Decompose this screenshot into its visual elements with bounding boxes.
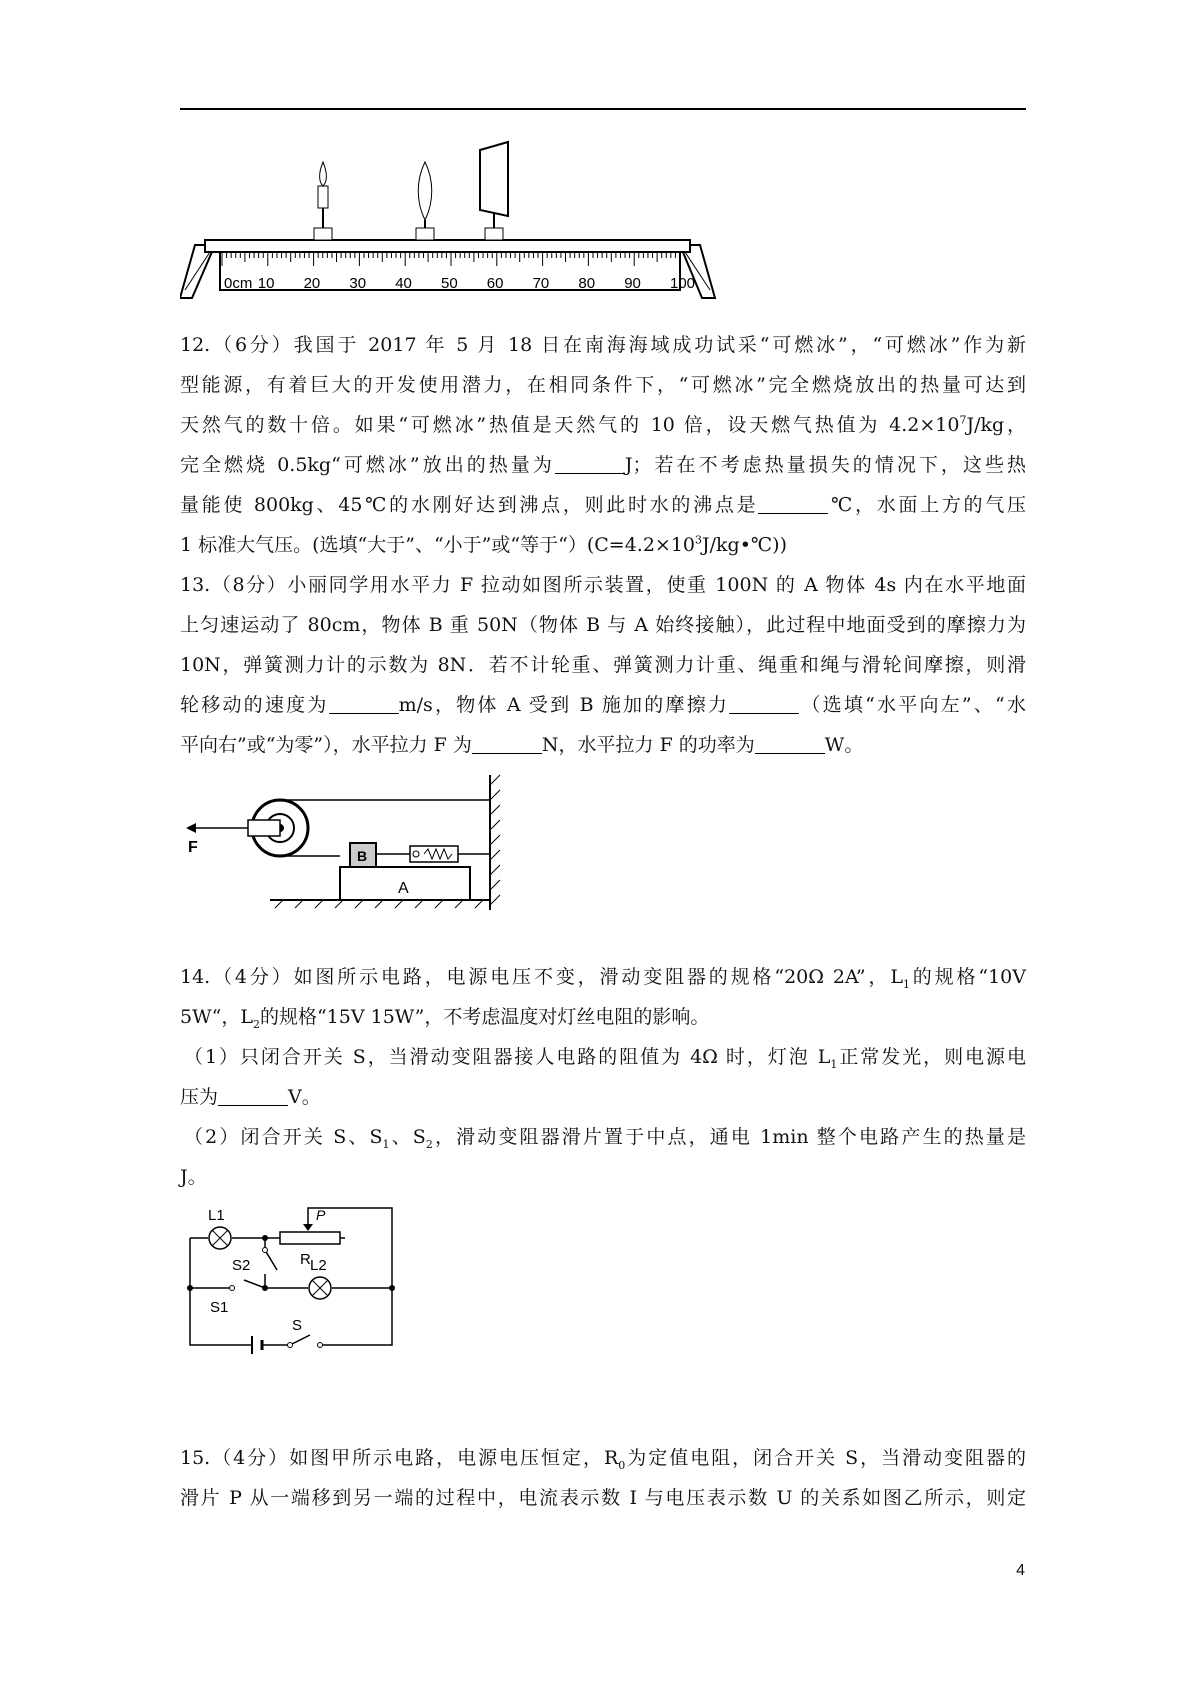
ruler-tick-label: 90	[624, 275, 641, 292]
block-b-label: B	[357, 848, 368, 864]
q14-part-1-line-2: 压为 V。	[180, 1086, 321, 1108]
q13-line-1: 13.（8分）小丽同学用水平力 F 拉动如图所示装置，使重 100N 的 A 物体 4s 内在水平地面	[180, 574, 1026, 596]
label-l1: L1	[208, 1207, 225, 1224]
ruler-tick-label: 20	[303, 275, 321, 292]
optical-bench-figure	[180, 140, 740, 305]
ruler-tick-label: 10	[257, 275, 275, 292]
q14-part-2-line-2: J。	[180, 1166, 207, 1188]
q12-line-6: 1 标准大气压。(选填“大于”、“小于”或“等于“）$(C=4.2\times 10^3J/kg•℃)$)	[180, 533, 787, 556]
answer-blank	[555, 455, 625, 474]
q15-line-1: 15.（4分）如图甲所示电路，电源电压恒定，$R_0$为定值电阻，闭合开关 S，当滑动变阻器的	[180, 1447, 1026, 1472]
q12-line-4: 完全燃烧 0.5kg“可燃冰”放出的热量为 J；若在不考虑热量损失的情况下，这些热	[180, 454, 1027, 476]
q12-line-2: 型能源，有着巨大的开发使用潜力，在相同条件下，“可燃冰”完全燃烧放出的热量可达到	[180, 374, 1026, 396]
q12-line-3: 天然气的数十倍。如果“可燃冰”热值是天然气的 10 倍，设天燃气热值为 $4.2\times 10^7J/kg$，	[180, 413, 1026, 436]
q13-line-4: 轮移动的速度为 m/s，物体 A 受到 B 施加的摩擦力 （选填“水平向左”、“水	[180, 694, 1026, 716]
q13-line-3: 10N，弹簧测力计的示数为 8N．若不计轮重、弹簧测力计重、绳重和绳与滑轮间摩擦，则滑	[180, 654, 1026, 676]
block-a-label: A	[398, 880, 409, 897]
label-r: R	[300, 1251, 311, 1268]
q14-line-2: 5W“，$L_2$的规格“15V 15W”，不考虑温度对灯丝电阻的影响。	[180, 1006, 710, 1031]
q13-line-5: 平向右”或“为零”），水平拉力 F 为 N，水平拉力 F 的功率为 W。	[180, 734, 864, 756]
label-p: P	[316, 1207, 326, 1223]
q12-line-5: 量能使 800kg、45℃的水刚好达到沸点，则此时水的沸点是 ℃，水面上方的气压	[180, 494, 1026, 516]
page-number: 4	[1016, 1562, 1025, 1579]
q14-part-2-line-1: （2）闭合开关 S、$S_1$、$S_2$，滑动变阻器滑片置于中点，通电 1min 整个电路产生的热量是	[184, 1126, 1026, 1151]
pulley-system-figure	[180, 770, 520, 915]
header-rule	[180, 108, 1026, 110]
answer-blank	[329, 695, 399, 714]
ruler-unit-label: 0cm	[224, 275, 253, 292]
q13-line-2: 上匀速运动了 80cm，物体 B 重 50N（物体 B 与 A 始终接触），此过程中地面受到的摩擦力为	[180, 614, 1026, 636]
force-f-label: F	[188, 839, 198, 856]
circuit-diagram	[180, 1200, 410, 1360]
answer-blank	[758, 495, 828, 514]
ruler-tick-label: 40	[395, 275, 412, 292]
q12-line-1: 12.（6分）我国于 2017 年 5 月 18 日在南海海域成功试采“可燃冰”，“可燃冰”作为新	[180, 334, 1026, 356]
ruler-tick-label: 70	[532, 275, 550, 292]
q14-part-1-line-1: （1）只闭合开关 S，当滑动变阻器接人电路的阻值为 4Ω 时，灯泡 $L_1$正常发光，则电源电	[184, 1046, 1026, 1071]
label-l2: L2	[310, 1257, 327, 1274]
ruler-tick-label: 30	[349, 275, 367, 292]
label-s1: S1	[210, 1299, 229, 1316]
q15-line-2: 滑片 P 从一端移到另一端的过程中，电流表示数 I 与电压表示数 U 的关系如图乙所示，则定	[180, 1487, 1026, 1509]
answer-blank	[755, 735, 825, 754]
label-s: S	[292, 1317, 303, 1334]
label-s2: S2	[232, 1257, 251, 1274]
answer-blank	[218, 1087, 288, 1106]
ruler-tick-label: 60	[486, 275, 504, 292]
answer-blank	[472, 735, 542, 754]
q14-line-1: 14.（4分）如图所示电路，电源电压不变，滑动变阻器的规格“20Ω 2A”，$L_1$的规格“10V	[180, 966, 1026, 991]
ruler-tick-label: 100	[670, 275, 696, 292]
answer-blank	[729, 695, 799, 714]
ruler-tick-label: 80	[578, 275, 596, 292]
ruler-tick-label: 50	[441, 275, 458, 292]
